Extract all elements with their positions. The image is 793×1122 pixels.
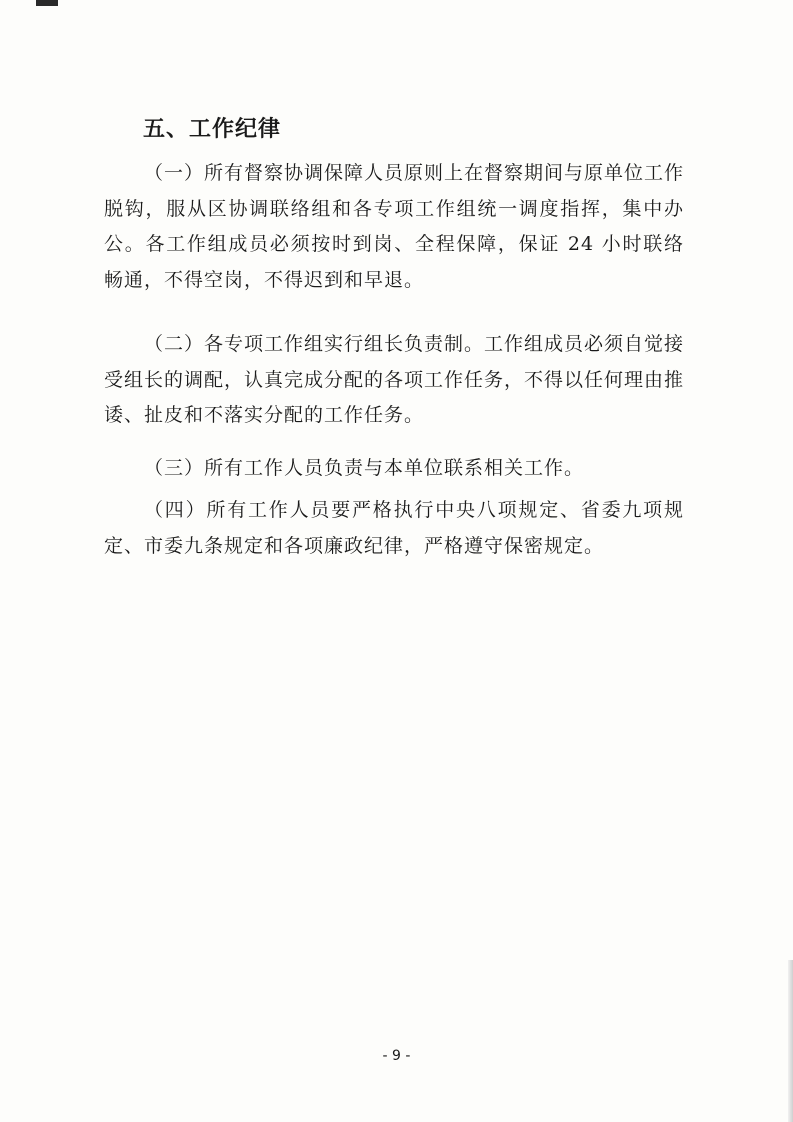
paragraph-4: （四）所有工作人员要严格执行中央八项规定、省委九项规定、市委九条规定和各项廉政纪律，严格遵守保密规定。: [104, 499, 684, 557]
scan-artifact-edge: [788, 960, 793, 1122]
page-number: - 9 -: [382, 1048, 411, 1064]
section-heading: 五、工作纪律: [143, 117, 282, 142]
paragraph-1: （一）所有督察协调保障人员原则上在督察期间与原单位工作脱钩，服从区协调联络组和各专项工作组统一调度指挥，集中办公。各工作组成员必须按时到岗、全程保障，保证 24 小时联络畅通，不得空岗，不得迟到和早退。: [104, 162, 685, 291]
scan-artifact-mark: [36, 0, 58, 6]
paragraph-3: （三）所有工作人员负责与本单位联系相关工作。: [144, 457, 585, 479]
paragraph-2: （二）各专项工作组实行组长负责制。工作组成员必须自觉接受组长的调配，认真完成分配的各项工作任务，不得以任何理由推诿、扯皮和不落实分配的工作任务。: [104, 333, 685, 426]
